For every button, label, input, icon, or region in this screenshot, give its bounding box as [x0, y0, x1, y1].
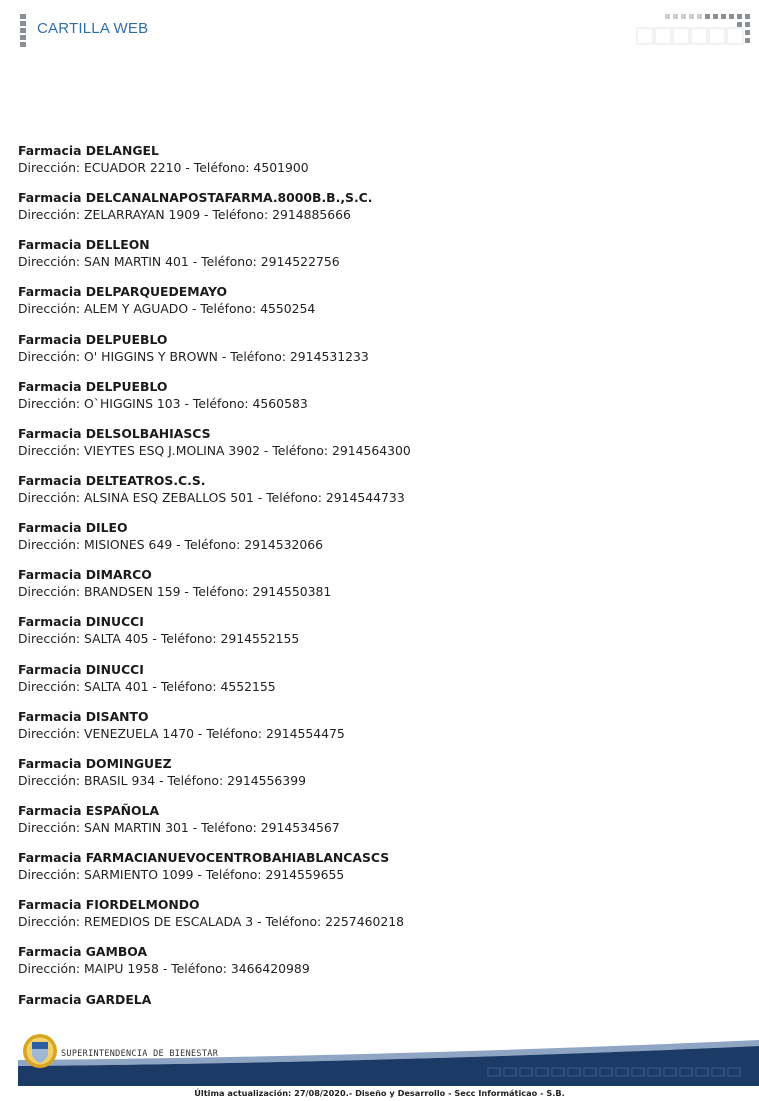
list-item	[18, 236, 738, 283]
pharmacy-name: Farmacia FARMACIANUEVOCENTROBAHIABLANCASCS	[18, 850, 390, 866]
pharmacy-list	[18, 142, 738, 1038]
list-item	[18, 331, 738, 378]
pharmacy-name: Farmacia DELPARQUEDEMAYO	[18, 284, 228, 300]
pharmacy-name: Farmacia DELPUEBLO	[18, 331, 168, 347]
list-item	[18, 661, 738, 708]
pharmacy-name: Farmacia GAMBOA	[18, 944, 148, 960]
list-item	[18, 802, 738, 849]
footer-organization-name: SUPERINTENDENCIA DE BIENESTAR	[61, 1049, 219, 1059]
list-item	[18, 378, 738, 425]
shield-logo-icon	[22, 1033, 58, 1069]
list-item	[18, 472, 738, 519]
pharmacy-name: Farmacia DINUCCI	[18, 614, 144, 630]
pharmacy-address: Dirección: SALTA 405 - Teléfono: 2914552155	[18, 631, 300, 647]
header-bars-icon	[20, 14, 26, 49]
list-item	[18, 849, 738, 896]
pharmacy-address: Dirección: VENEZUELA 1470 - Teléfono: 2914554475	[18, 725, 345, 741]
pharmacy-address: Dirección: MAIPU 1958 - Teléfono: 3466420989	[18, 961, 310, 977]
pharmacy-address: Dirección: SAN MARTIN 401 - Teléfono: 2914522756	[18, 254, 340, 270]
list-item	[18, 613, 738, 660]
pharmacy-address: Dirección: SALTA 401 - Teléfono: 4552155	[18, 678, 276, 694]
list-item	[18, 708, 738, 755]
pharmacy-address: Dirección: VIEYTES ESQ J.MOLINA 3902 - Teléfono: 2914564300	[18, 442, 411, 458]
pharmacy-name: Farmacia DELTEATROS.C.S.	[18, 472, 206, 488]
pharmacy-address: Dirección: O`HIGGINS 103 - Teléfono: 4560583	[18, 395, 308, 411]
pharmacy-name: Farmacia DELPUEBLO	[18, 378, 168, 394]
pharmacy-name: Farmacia ESPAÑOLA	[18, 802, 160, 818]
header-grid-decoration-icon	[635, 12, 757, 46]
pharmacy-address: Dirección: O' HIGGINS Y BROWN - Teléfono: 2914531233	[18, 348, 369, 364]
pharmacy-name: Farmacia DOMINGUEZ	[18, 755, 172, 771]
pharmacy-address: Dirección: REMEDIOS DE ESCALADA 3 - Teléfono: 2257460218	[18, 914, 404, 930]
page-title: CARTILLA WEB	[37, 20, 149, 37]
pharmacy-name: Farmacia DELLEON	[18, 237, 150, 253]
pharmacy-name: Farmacia DISANTO	[18, 708, 149, 724]
pharmacy-address: Dirección: ALSINA ESQ ZEBALLOS 501 - Teléfono: 2914544733	[18, 489, 405, 505]
pharmacy-name: Farmacia DELANGEL	[18, 143, 159, 158]
list-item	[18, 896, 738, 943]
last-update-note: Última actualización: 27/08/2020.- Diseño y Desarrollo - Secc Informáticao - S.B.	[194, 1088, 565, 1098]
pharmacy-name: Farmacia FIORDELMONDO	[18, 897, 200, 913]
list-item	[18, 943, 738, 990]
pharmacy-name: Farmacia DILEO	[18, 520, 128, 536]
pharmacy-address: Dirección: MISIONES 649 - Teléfono: 2914532066	[18, 537, 324, 553]
list-item	[18, 189, 738, 236]
list-item	[18, 425, 738, 472]
pharmacy-address: Dirección: ALEM Y AGUADO - Teléfono: 4550254	[18, 301, 316, 317]
list-item	[18, 142, 738, 189]
pharmacy-address: Dirección: ECUADOR 2210 - Teléfono: 4501900	[18, 160, 309, 175]
pharmacy-name: Farmacia DELCANALNAPOSTAFARMA.8000B.B.,S.C.	[18, 190, 373, 206]
list-item	[18, 283, 738, 330]
list-item	[18, 519, 738, 566]
pharmacy-address: Dirección: BRANDSEN 159 - Teléfono: 2914550381	[18, 584, 332, 600]
pharmacy-address: Dirección: ZELARRAYAN 1909 - Teléfono: 2914885666	[18, 207, 351, 223]
pharmacy-name: Farmacia DIMARCO	[18, 567, 152, 583]
pharmacy-address: Dirección: BRASIL 934 - Teléfono: 2914556399	[18, 772, 306, 788]
pharmacy-name: Farmacia DINUCCI	[18, 661, 144, 677]
pharmacy-name: Farmacia DELSOLBAHIASCS	[18, 425, 211, 441]
pharmacy-address: Dirección: SAN MARTIN 301 - Teléfono: 2914534567	[18, 819, 340, 835]
list-item	[18, 755, 738, 802]
list-item	[18, 566, 738, 613]
pharmacy-name: Farmacia GARDELA	[18, 991, 152, 1007]
pharmacy-address: Dirección: SARMIENTO 1099 - Teléfono: 2914559655	[18, 867, 345, 883]
